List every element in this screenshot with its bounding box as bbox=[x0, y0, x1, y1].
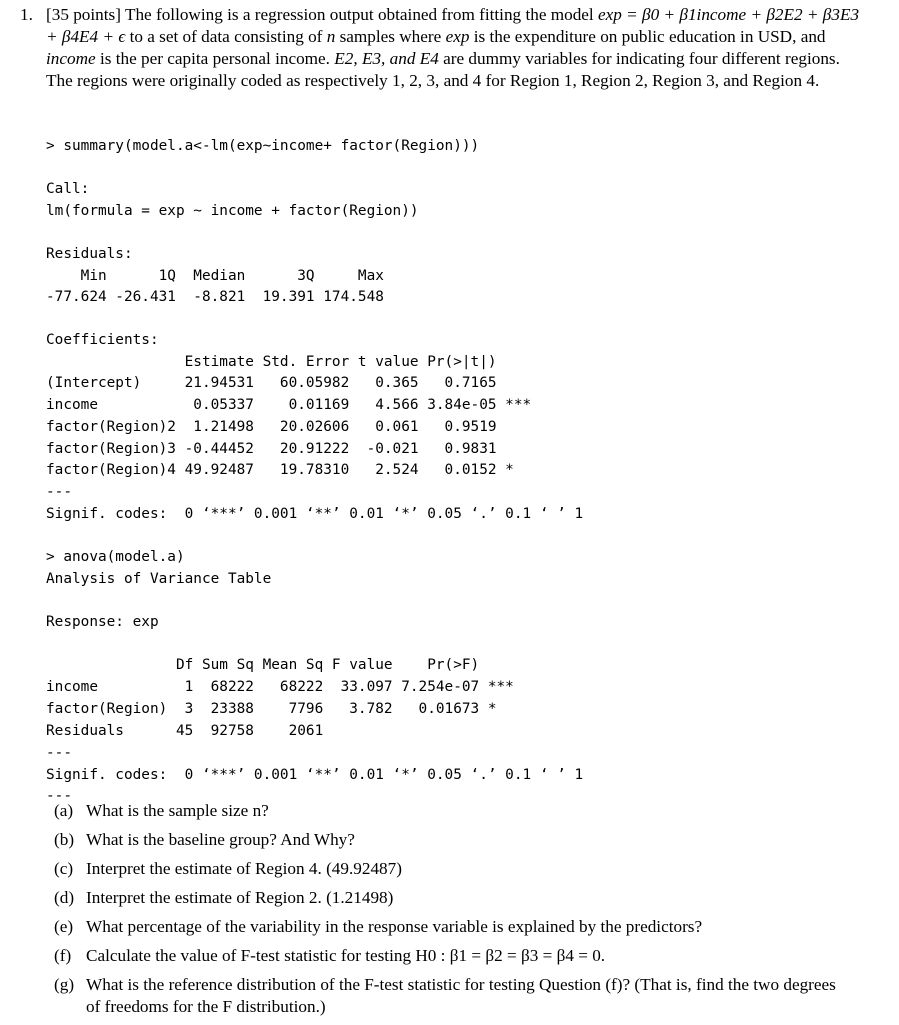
summary-command: > summary(model.a<-lm(exp~income+ factor(Region))) bbox=[46, 138, 480, 154]
question-f: (f) Calculate the value of F-test statistic for testing H0 : β1 = β2 = β3 = β4 = 0. bbox=[54, 946, 606, 965]
question-b: (b) What is the baseline group? And Why? bbox=[54, 830, 355, 849]
coef-row-region2: factor(Region)2 1.21498 20.02606 0.061 0.9519 bbox=[46, 418, 497, 435]
question-e: (e) What percentage of the variability in the response variable is explained by the predictors? bbox=[54, 917, 703, 936]
residuals-block bbox=[46, 244, 384, 309]
problem-statement bbox=[20, 4, 860, 92]
call-block bbox=[46, 179, 419, 222]
problem-number: 1. bbox=[20, 5, 33, 24]
question-g: (g) What is the reference distribution of the F-test statistic for testing Question (f)? (That is, find the two degrees of freedoms for the F distribution.) bbox=[54, 975, 836, 1016]
residuals-values: -77.624 -26.431 -8.821 19.391 174.548 bbox=[46, 289, 384, 306]
coefficients-header: Coefficients: bbox=[46, 332, 159, 348]
anova-title: Analysis of Variance Table bbox=[46, 570, 272, 587]
coef-row-income: income 0.05337 0.01169 4.566 3.84e-05 *** bbox=[46, 397, 532, 414]
anova-row-residuals: Residuals 45 92758 2061 bbox=[46, 722, 324, 739]
question-c: (c) Interpret the estimate of Region 4. (49.92487) bbox=[54, 859, 402, 878]
separator: --- bbox=[46, 745, 72, 761]
blank-line bbox=[46, 634, 514, 656]
coef-row-region4: factor(Region)4 49.92487 19.78310 2.524 0.0152 * bbox=[46, 462, 514, 479]
response-line: Response: exp bbox=[46, 614, 159, 630]
residuals-header: Residuals: bbox=[46, 246, 133, 262]
anova-columns: Df Sum Sq Mean Sq F value Pr(>F) bbox=[46, 657, 480, 674]
coefficients-columns: Estimate Std. Error t value Pr(>|t|) bbox=[46, 353, 497, 370]
anova-block-title bbox=[46, 547, 271, 590]
anova-row-region: factor(Region) 3 23388 7796 3.782 0.01673 * bbox=[46, 700, 497, 717]
coef-row-intercept: (Intercept) 21.94531 60.05982 0.365 0.7165 bbox=[46, 375, 497, 392]
coef-row-region3: factor(Region)3 -0.44452 20.91222 -0.021 0.9831 bbox=[46, 440, 497, 457]
signif-codes: Signif. codes: 0 ‘***’ 0.001 ‘**’ 0.01 ‘*’ 0.05 ‘.’ 0.1 ‘ ’ 1 bbox=[46, 766, 584, 783]
call-header: Call: bbox=[46, 181, 90, 197]
residuals-labels: Min 1Q Median 3Q Max bbox=[46, 267, 384, 284]
anova-table bbox=[46, 612, 514, 742]
separator: --- bbox=[46, 788, 72, 805]
model-formula: exp = β0 + β1income + β2E2 + β3E3 + β4E4 + ϵ bbox=[46, 5, 860, 46]
separator: --- bbox=[46, 483, 72, 500]
signif-codes-anova bbox=[46, 743, 583, 808]
coefficients-block bbox=[46, 330, 531, 504]
question-list bbox=[54, 800, 854, 1025]
problem-points: [35 points] bbox=[46, 5, 121, 24]
signif-codes: Signif. codes: 0 ‘***’ 0.001 ‘**’ 0.01 ‘*’ 0.05 ‘.’ 0.1 ‘ ’ 1 bbox=[46, 506, 584, 522]
question-a: (a) What is the sample size n? bbox=[54, 801, 269, 820]
anova-row-income: income 1 68222 68222 33.097 7.254e-07 *** bbox=[46, 679, 514, 696]
question-d: (d) Interpret the estimate of Region 2. (1.21498) bbox=[54, 888, 394, 907]
call-formula: lm(formula = exp ~ income + factor(Region)) bbox=[46, 202, 419, 219]
anova-command: > anova(model.a) bbox=[46, 549, 185, 565]
problem-text: [35 points] The following is a regression output obtained from fitting the model exp = β0 + β1income + β2E2 + β3E3 + β4E4 + ϵ to a set of data consisting of n samples where exp is the expenditure on public education in USD, and income is the per capita personal income. E2, E3, and E4 are dummy variables for indicating four different regions. The regions were originally coded as respectively 1, 2, 3, and 4 for Region 1, Region 2, Region 3, and Region 4. bbox=[46, 5, 860, 90]
